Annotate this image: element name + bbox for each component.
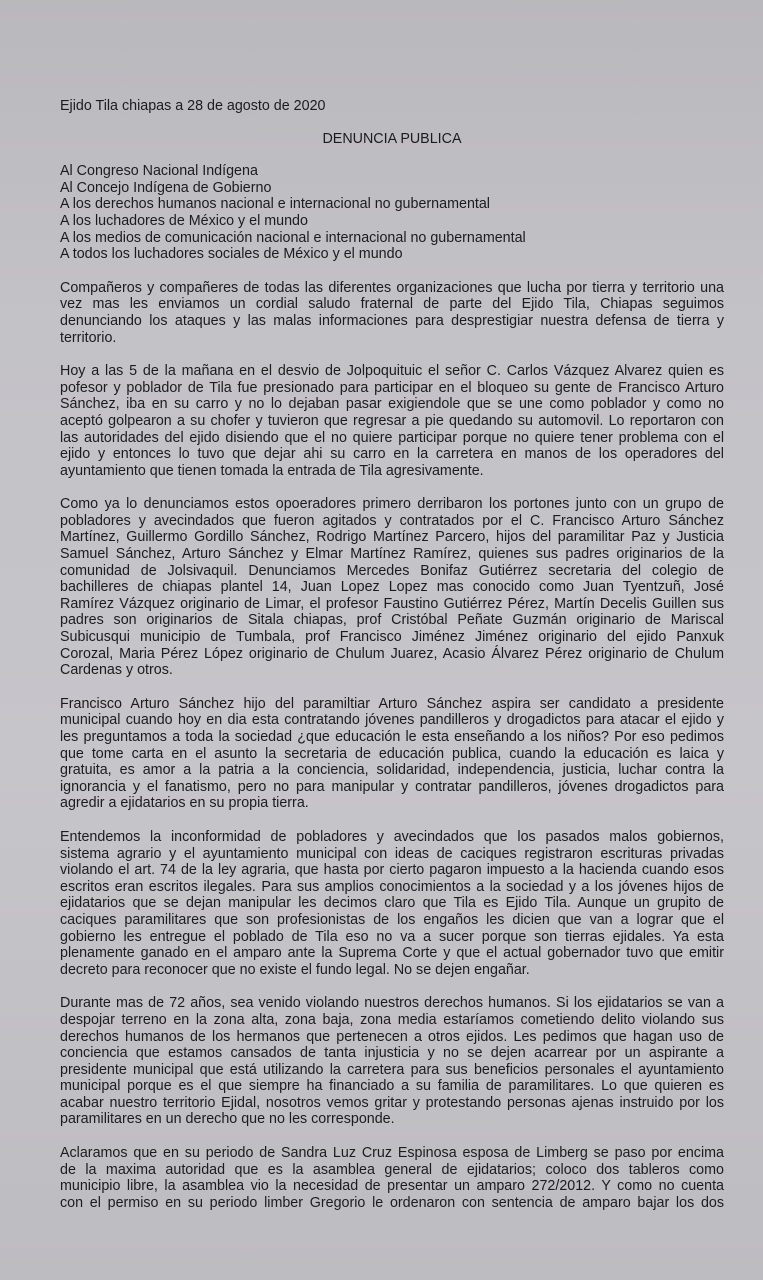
text-line: Ramírez Vázquez originario de Limar, el profesor Faustino Gutiérrez Pérez, Martín Decelis Guillen sus (60, 595, 724, 612)
text-line: pofesor y poblador de Tila fue presionado para participar en el bloqueo su gente de Francisco Arturo (60, 379, 724, 396)
date-line: Ejido Tila chiapas a 28 de agosto de 2020 (60, 98, 326, 114)
text-line: caciques paramilitares que son profesionistas de los engaños les dicien que van a lograr que el (60, 911, 724, 928)
text-line: Samuel Sánchez, Arturo Sánchez y Elmar Martínez Ramírez, quienes sus padres originarios de la (60, 546, 724, 563)
text-line: de la maxima autoridad que es la asamblea general de ejidatarios; coloco dos tableros como (60, 1161, 724, 1178)
text-line: Entendemos la inconformidad de pobladores y avecindados que los pasados malos gobiernos, (60, 828, 724, 845)
text-line: Sánchez, iba en su carro y no lo dejaban pasar exigiendole que se une como poblador y como no (60, 396, 724, 413)
paragraph (60, 829, 724, 978)
text-line: aceptó golpearon a su chofer y tuvieron que regresar a pie quedando su automovil. Lo reportaron con (60, 412, 724, 429)
text-line: escritos eran escritos ilegales. Para sus amplios conocimientos a la sociedad y a los jóvenes hijos de (60, 878, 724, 895)
text-line: comunidad de Jolsivaquil. Denunciamos Mercedes Bonifaz Gutiérrez secretaria del colegio de (60, 562, 724, 579)
text-line: vez mas les enviamos un cordial saludo fraternal de parte del Ejido Tila, Chiapas seguimos (60, 296, 724, 313)
text-line: gratuita, es amor a la patria a la conciencia, solidaridad, independencia, justicia, luchar contra la (60, 762, 724, 779)
text-line: Aclaramos que en su periodo de Sandra Luz Cruz Espinosa esposa de Limberg se paso por encima (60, 1145, 724, 1162)
text-line: que tome carta en el asunto la secretaria de educación publica, cuando la educación es laica y (60, 745, 724, 762)
text-line: ayuntamiento que tienen tomada la entrada de Tila agresivamente. (60, 462, 484, 479)
document-body (60, 98, 724, 1211)
text-line: pobladores y avecindados que fueron agitados y contratados por el C. Francisco Arturo Sánchez (60, 512, 724, 529)
text-line: gobierno les entregue el poblado de Tila eso no va a sucer porque son tierras ejidales. Ya esta (60, 928, 724, 945)
paragraph-list (60, 280, 724, 1212)
addressee-line: A los luchadores de México y el mundo (60, 212, 308, 229)
text-line: acabar nuestro territorio Ejidal, nosotros vemos gritar y protestando personas ajenas instruido por los (60, 1094, 724, 1111)
addressee-line: Al Congreso Nacional Indígena (60, 163, 258, 180)
text-line: les preguntamos a toda la sociedad ¿que educación le esta enseñando a los niños? Por eso pedimos (60, 729, 724, 745)
text-line: Como ya lo denunciamos estos opoeradores primero derribaron los portones junto con un grupo de (60, 496, 724, 513)
text-line: plenamente ganado en el amparo ante la Suprema Corte y que el actual gobernador tuvo que emitir (60, 945, 724, 962)
text-line: paramilitares en un derecho que no les corresponde. (60, 1111, 395, 1128)
paragraph (60, 280, 724, 346)
text-line: ignorancia y el fanatismo, pero no para manipular y contratar pandilleros, jóvenes drogadictos para (60, 778, 724, 795)
paragraph (60, 496, 724, 679)
paragraph (60, 995, 724, 1128)
addressee-list (60, 163, 724, 263)
document-title: DENUNCIA PUBLICA (322, 130, 462, 147)
text-line: municipio libre, la asamblea vio la necesidad de presentar un amparo 272/2012. Y como no cuenta (60, 1178, 724, 1195)
text-line: Martínez, Guillermo Gordillo Sánchez, Rodrigo Martínez Parcero, hijos del paramilitar Paz y Justicia (60, 529, 724, 546)
text-line: con el permiso en su periodo limber Gregorio le ordenaron con sentencia de amparo bajar los dos (60, 1194, 724, 1211)
text-line: ejido y entonces lo tuvo que dejar ahi su carro en la carretera en manos de los operadores del (60, 446, 724, 463)
text-line: Hoy a las 5 de la mañana en el desvio de Jolpoquituic el señor C. Carlos Vázquez Alvarez quien es (60, 363, 724, 380)
text-line: bachilleres de chiapas plantel 14, Juan Lopez Lopez mas conocido como Juan Tyentzuñ, José (60, 579, 724, 596)
text-line: Francisco Arturo Sánchez hijo del paramiltiar Arturo Sánchez aspira ser candidato a presidente (60, 695, 724, 712)
text-line: Cardenas y otros. (60, 662, 173, 679)
text-line: conciencia que estamos cansados de tanta injusticia y no se dejen acarrear por un aspirante a (60, 1045, 724, 1062)
text-line: ejidatarios que se dejan manipular les decimos claro que Tila es Ejido Tila. Aunque un grupito de (60, 895, 724, 912)
text-line: las autoridades del ejido disiendo que el no quiere participar porque no quiere tener problema con el (60, 429, 724, 446)
text-line: sistema agrario y el ayuntamiento municipal con ideas de caciques registraron escrituras privadas (60, 845, 724, 862)
text-line: padres son originarios de Sitala chiapas, prof Cristóbal Peñate Guzmán originario de Mariscal (60, 612, 724, 629)
text-line: despojar terreno en la zona alta, zona baja, zona media estaríamos cometiendo delito violando sus (60, 1011, 724, 1028)
text-line: denunciando los ataques y las malas informaciones para desprestigiar nuestra defensa de tierra y (60, 312, 724, 329)
addressee-line: Al Concejo Indígena de Gobierno (60, 179, 272, 196)
text-line: decreto para reconocer que no existe el fundo legal. No se dejen engañar. (60, 961, 530, 978)
addressee-line: A todos los luchadores sociales de México y el mundo (60, 246, 403, 263)
text-line: municipal cuando hoy en dia esta contratando jóvenes pandilleros y drogadictos para atacar el ejido y (60, 712, 724, 729)
text-line: Subicusqui municipio de Tumbala, prof Francisco Jiménez Jiménez originario del ejido Panxuk (60, 629, 724, 646)
text-line: territorio. (60, 329, 117, 346)
text-line: violando el art. 74 de la ley agraria, que hasta por cierto pagaron impuesto a la hacienda cuando esos (60, 862, 724, 879)
text-line: municipal porque es el que siempre ha financiado a su familia de paramilitares. Lo que quieren es (60, 1078, 724, 1095)
text-line: derechos humanos de los hermanos que pertenecen a otros ejidos. Les pedimos que hagan uso de (60, 1028, 724, 1045)
text-line: presidente municipal que está utilizando la carretera para sus beneficios personales el ayuntamiento (60, 1061, 724, 1078)
addressee-line: A los medios de comunicación nacional e internacional no gubernamental (60, 229, 526, 246)
text-line: Durante mas de 72 años, sea venido violando nuestros derechos humanos. Si los ejidatarios se van a (60, 995, 724, 1012)
paragraph (60, 696, 724, 812)
text-line: agredir a ejidatarios en su propia tierra. (60, 795, 309, 812)
text-line: Compañeros y compañeres de todas las diferentes organizaciones que lucha por tierra y territorio una (60, 279, 724, 296)
paragraph (60, 363, 724, 479)
paragraph (60, 1145, 724, 1211)
text-line: Corozal, Maria Pérez López originario de Chulum Juarez, Acasio Álvarez Pérez originario de Chulum (60, 645, 724, 662)
addressee-line: A los derechos humanos nacional e internacional no gubernamental (60, 196, 490, 213)
